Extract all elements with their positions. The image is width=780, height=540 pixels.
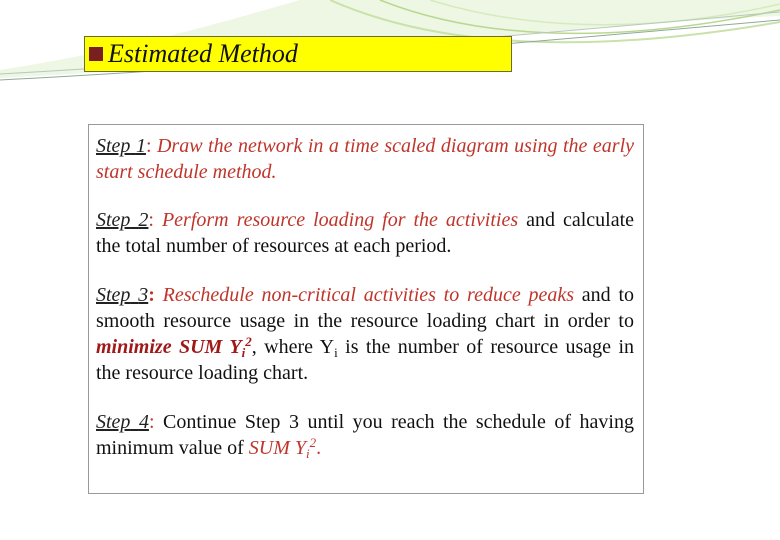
step-4 [96,409,634,461]
step-1 [96,133,634,185]
step-3-emphasis: minimize SUM $Y_i^2$ [96,334,252,360]
step-3-number: 3 [138,284,149,306]
square-bullet-icon [89,47,103,61]
step-2-plain-text: and calculate the total number of resources at each period. [96,209,634,257]
step-2-colon: : [148,209,154,231]
step-3-after-text: , where $Y_i$ is the number of resource usage in the resource loading chart. [96,336,634,384]
steps-box [88,124,644,494]
step-3-plain-text: and to smooth resource usage in the resource loading chart in order to [96,284,635,332]
step-4-label: Step [96,411,131,433]
step-4-emphasis: SUM $Y_i^2$ [248,435,317,461]
step-3-label: Step [96,284,131,306]
step-1-colon: : [145,135,152,157]
step-1-number: 1 [135,135,146,157]
slide-title: Estimated Method [108,39,298,68]
step-3-colon: : [148,284,155,306]
step-1-text: Draw the network in a time scaled diagram using the early start schedule method. [96,135,635,183]
step-3-italic-text: Reschedule non-critical activities to reduce peaks [154,284,575,306]
step-2-italic-text: Perform resource loading for the activities [153,209,519,231]
step-3 [96,282,634,386]
step-4-end: . [316,437,322,459]
step-4-plain-text: Continue Step 3 until you reach the schedule of having minimum value of [96,411,634,459]
step-2 [96,207,634,259]
step-2-number: 2 [138,209,149,231]
title-banner [84,36,512,72]
step-4-number: 4 [138,411,149,433]
step-2-label: Step [96,209,131,231]
step-1-label: Step [96,135,131,157]
step-4-colon: : [148,411,155,433]
